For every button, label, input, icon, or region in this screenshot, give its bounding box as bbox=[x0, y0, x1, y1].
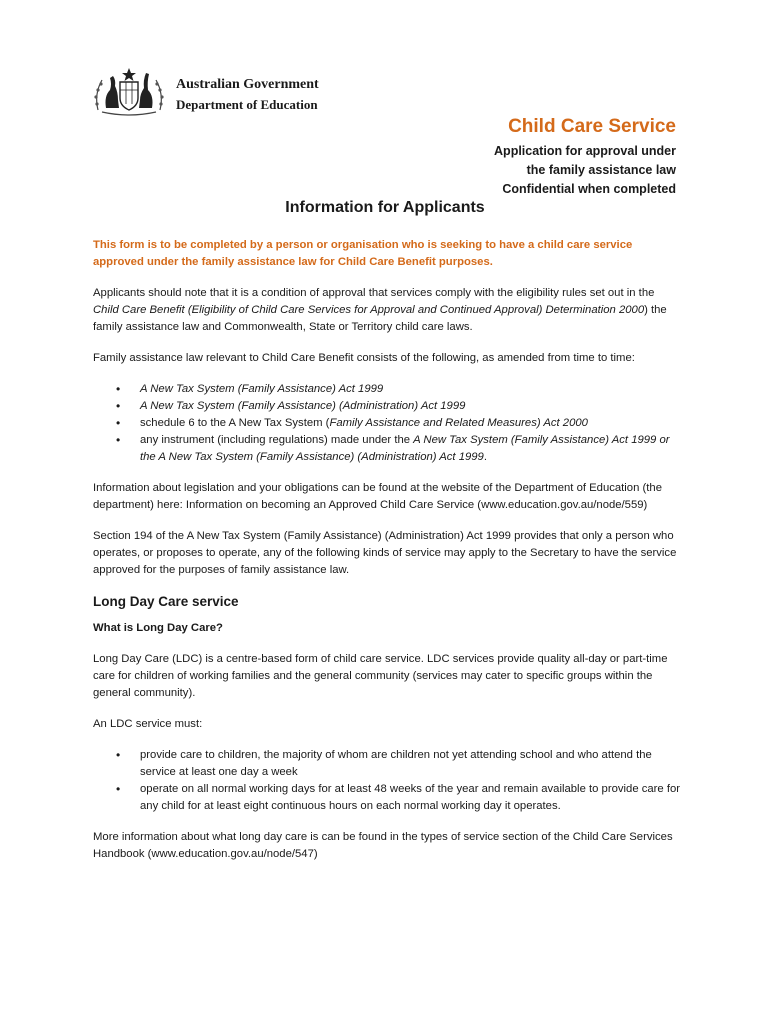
law-list-item-4-end: . bbox=[483, 451, 487, 463]
ldc-description-paragraph: Long Day Care (LDC) is a centre-based form of child care service. LDC services provide quality all-day or part-time care for children of working families and the general community (services may cater to specific groups within the general community). bbox=[93, 653, 668, 699]
ldc-requirements-intro: An LDC service must: bbox=[93, 718, 203, 730]
document-heading: Information for Applicants bbox=[285, 199, 485, 216]
department-name: Department of Education bbox=[176, 97, 318, 112]
confidential-notice: Confidential when completed bbox=[502, 182, 676, 196]
coat-of-arms-icon bbox=[92, 64, 166, 118]
intro-paragraph: This form is to be completed by a person or organisation who is seeking to have a child care service approved under the family assistance law for Child Care Benefit purposes. bbox=[93, 239, 633, 268]
list-item bbox=[93, 432, 681, 466]
government-wordmark bbox=[176, 76, 319, 114]
ldc-requirements-list bbox=[93, 747, 681, 815]
legislation-info-paragraph: Information about legislation and your obligations can be found at the website of the Department of Education (the department) here: Information on becoming an Approved Child Care Service (www.education.gov.au/node/559) bbox=[93, 482, 662, 511]
law-list-item-4-start: any instrument (including regulations) made under the bbox=[140, 434, 414, 446]
section-194-paragraph: Section 194 of the A New Tax System (Family Assistance) (Administration) Act 1999 provides that only a person who operates, or proposes to operate, any of the following kinds of service may apply to the Secretary to have the service approved for the purposes of family assistance law. bbox=[93, 530, 677, 576]
law-list-item-4-title: A New Tax System (Family Assistance) Act 1999 or the A New Tax System (Family Assistance) (Administration) Act 1999 bbox=[140, 434, 670, 463]
form-title-block bbox=[494, 114, 676, 199]
list-item: • provide care to children, the majority of whom are children not yet attending school and who attend the service at least one day a week bbox=[93, 747, 681, 781]
law-list-item-1: A New Tax System (Family Assistance) Act 1999 bbox=[140, 383, 384, 395]
conditions-paragraph bbox=[93, 285, 681, 336]
law-list bbox=[93, 381, 681, 466]
form-title: Child Care Service bbox=[508, 116, 676, 137]
list-item: • operate on all normal working days for at least 48 weeks of the year and remain available to provide care for any child for at least eight continuous hours on each normal working day it operates. bbox=[93, 781, 681, 815]
law-list-item-2: A New Tax System (Family Assistance) (Administration) Act 1999 bbox=[140, 400, 466, 412]
ldc-more-info-paragraph: More information about what long day care is can be found in the types of service section of the Child Care Services Handbook (www.education.gov.au/node/547) bbox=[93, 831, 673, 860]
list-item bbox=[93, 398, 681, 415]
government-name: Australian Government bbox=[176, 77, 319, 92]
government-logo bbox=[92, 64, 332, 118]
conditions-text-end: ) the family assistance law and Commonwealth, State or Territory child care laws. bbox=[93, 304, 667, 333]
form-subtitle-line-2: the family assistance law bbox=[526, 163, 676, 177]
determination-title: Child Care Benefit (Eligibility of Child Care Services for Approval and Continued Approval) Determination 2000 bbox=[93, 304, 645, 316]
conditions-text-start: Applicants should note that it is a condition of approval that services comply with the eligibility rules set out in the bbox=[93, 287, 655, 299]
list-item bbox=[93, 415, 681, 432]
law-list-item-3-start: schedule 6 to the A New Tax System ( bbox=[140, 417, 330, 429]
document-body bbox=[93, 237, 681, 877]
law-list-item-3-title: Family Assistance and Related Measures) Act 2000 bbox=[329, 417, 588, 429]
family-law-intro-paragraph: Family assistance law relevant to Child Care Benefit consists of the following, as amended from time to time: bbox=[93, 352, 635, 364]
ldc-section-heading: Long Day Care service bbox=[93, 594, 239, 609]
ldc-subheading: What is Long Day Care? bbox=[93, 622, 223, 634]
list-item bbox=[93, 381, 681, 398]
form-subtitle-line-1: Application for approval under bbox=[494, 144, 676, 158]
